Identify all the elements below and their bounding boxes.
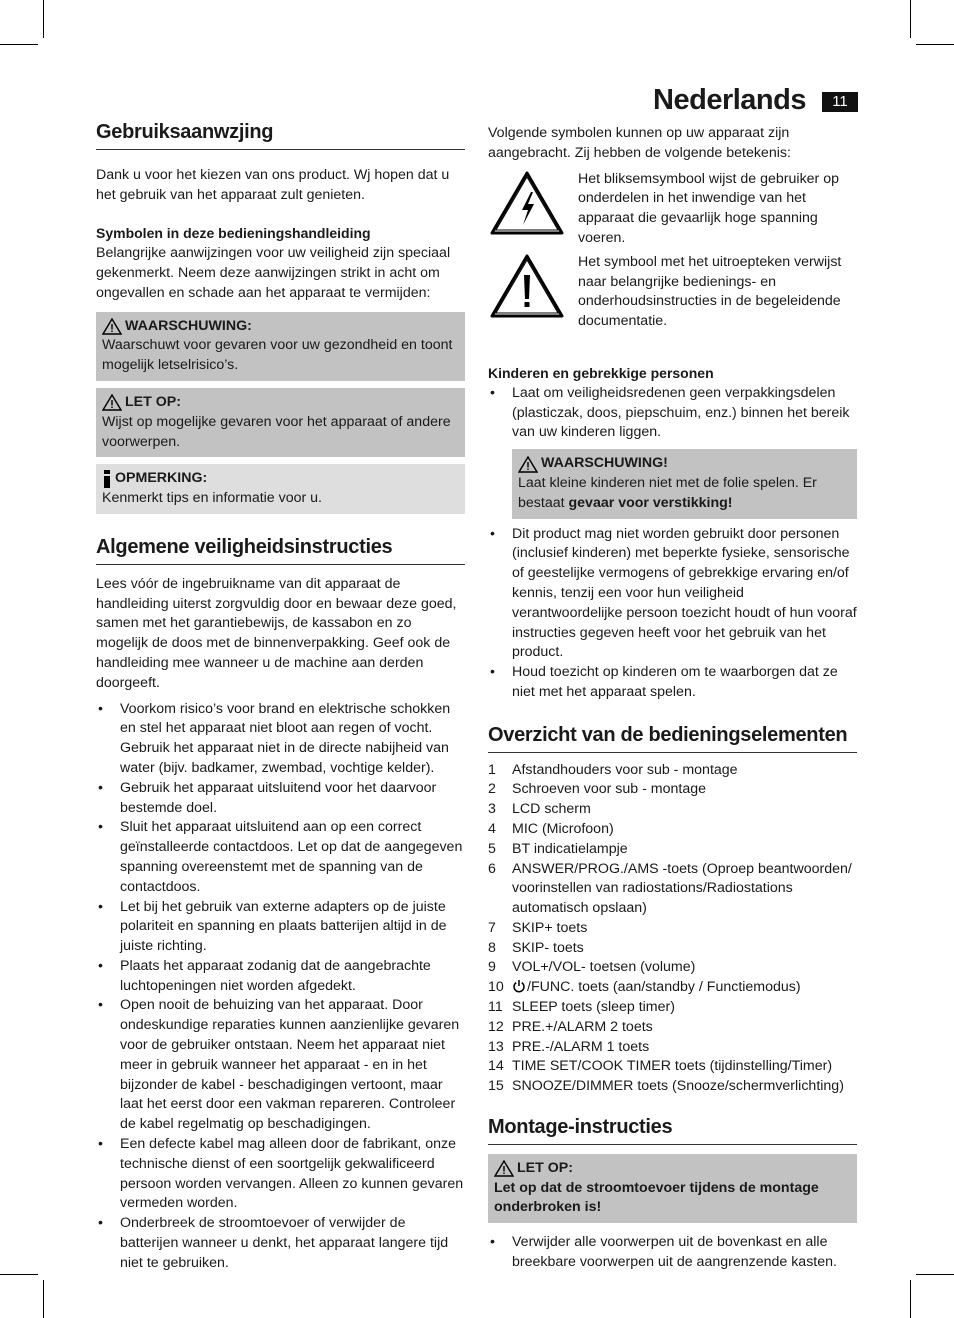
caution-text: Wijst op mogelijke gevaren voor het apparaat of andere voorwerpen. [102,413,451,450]
crop-mark [0,1274,38,1275]
control-item [488,780,857,800]
control-item [488,958,857,978]
item-number: 3 [488,801,496,818]
control-item [488,1018,857,1038]
safety-bullets [96,700,465,1274]
crop-mark [916,1274,954,1275]
caution-title: LET OP: [517,1159,573,1176]
note-box [96,464,465,514]
crop-mark [0,44,38,45]
control-item [488,800,857,820]
item-number: 14 [488,1058,504,1075]
list-item: • Sluit het apparaat uitsluitend aan op een correct geïnstalleerde contactdoos. Let op dat de aangegeven spanning overeenstemt met de spanning van de contactdoos. [96,818,465,897]
item-text: SNOOZE/DIMMER toets (Snooze/schermverlichting) [512,1078,844,1095]
safety-intro: Lees vóór de ingebruikname van dit apparaat de handleiding uiterst zorgvuldig door en bewaar deze goed, samen met het garantiebewijs, de kassabon en zo mogelijk de doos met de binnenverpakking. Geef ook de handleiding mee wanneer u de machine aan derden doorgeeft. [96,575,457,691]
item-number: 15 [488,1078,504,1095]
item-text: SKIP- toets [512,939,584,956]
caution-triangle-icon [494,1160,514,1177]
note-text: Kenmerkt tips en informatie voor u. [102,490,323,507]
control-item [488,978,857,998]
control-item [488,860,857,919]
item-text: PRE.-/ALARM 1 toets [512,1038,650,1055]
lightning-warning-icon [489,170,565,236]
right-column [488,124,857,1273]
power-icon [512,979,526,993]
item-number: 5 [488,840,496,857]
lightning-text: Het bliksemsymbool wijst de gebruiker op onderdelen in het inwendige van het apparaat die gevaarlijk hoge spanning voeren. [578,170,840,246]
list-item: • Laat om veiligheidsredenen geen verpakkingsdelen (plasticzak, doos, piepschuim, enz.) binnen het bereik van uw kinderen liggen. [488,384,857,443]
item-text: Afstandhouders voor sub - montage [512,761,738,778]
item-text: PRE.+/ALARM 2 toets [512,1018,653,1035]
item-number: 8 [488,939,496,956]
warning-text [518,474,851,514]
item-number: 9 [488,959,496,976]
item-number: 11 [488,999,503,1016]
list-item: • Onderbreek de stroomtoevoer of verwijder de batterijen wanneer u denkt, het apparaat langere tijd niet te gebruiken. [96,1214,465,1273]
item-text: SKIP+ toets [512,919,588,936]
list-item: • Houd toezicht op kinderen om te waarborgen dat ze niet met het apparaat spelen. [488,663,857,703]
crop-mark [43,1280,44,1318]
control-item [488,919,857,939]
control-item [488,998,857,1018]
page-language-title: Nederlands [653,84,806,116]
warning-triangle-icon [102,318,122,335]
caution-triangle-icon [102,394,122,411]
caution-box [96,388,465,457]
list-item: • Verwijder alle voorwerpen uit de bovenkast en alle breekbare voorwerpen uit de aangrenzende kasten. [488,1233,857,1273]
item-number: 6 [488,860,496,877]
children-warning-box [512,449,857,518]
control-item [488,761,857,781]
item-number: 10 [488,979,504,996]
warning-triangle-icon [518,456,538,473]
intro-text: Dank u voor het kiezen van ons product. Wj hopen dat u het gebruik van het apparaat zult genieten. [96,166,450,203]
children-bullets-2 [488,525,857,703]
exclamation-symbol-row [488,253,857,332]
control-item [488,820,857,840]
item-text: BT indicatielampje [512,840,628,857]
control-item [488,939,857,959]
item-number: 13 [488,1038,504,1055]
item-text: /FUNC. toets (aan/standby / Functiemodus) [527,979,801,996]
warning-text-bold: gevaar voor verstikking! [568,494,733,511]
list-item: • Een defecte kabel mag alleen door de fabrikant, onze technische dienst of een soortgelijk gekwalificeerd persoon worden vervangen. Alleen zo kunnen gevaren vermeden worden. [96,1135,465,1214]
warning-text-plain: Laat kleine kinderen niet met de folie spelen. Er bestaat [518,474,817,511]
warning-box [96,312,465,381]
crop-mark [916,44,954,45]
item-text: LCD scherm [512,801,591,818]
crop-mark [910,1280,911,1318]
control-item [488,1038,857,1058]
info-icon [102,470,112,488]
list-item: • Dit product mag niet worden gebruikt door personen (inclusief kinderen) met beperkte fysieke, sensorische of geestelijke vermogens of gebrekkige ervaring en/of kennis, tenzij een voor hun veiligheid verantwoordelijke persoon toezicht houdt of hun vooraf instructies gegeven heeft voor het gebruik van het product. [488,525,857,664]
item-text: VOL+/VOL- toetsen (volume) [512,959,696,976]
warning-text: Waarschuwt voor gevaren voor uw gezondheid en toont mogelijk letselrisico’s. [102,337,453,374]
lightning-symbol-row [488,170,857,249]
crop-mark [910,0,911,38]
list-item: • Let bij het gebruik van externe adapters op de juiste polariteit en spanning en plaats batterijen altijd in de juiste richting. [96,898,465,957]
section-title-mounting: Montage-instructies [488,1118,857,1145]
section-title-safety: Algemene veiligheidsinstructies [96,538,465,565]
item-number: 2 [488,781,496,798]
note-title: OPMERKING: [115,470,208,487]
crop-mark [43,0,44,38]
item-number: 1 [488,761,496,778]
item-number: 12 [488,1018,504,1035]
children-bullets-1 [488,384,857,443]
item-text: MIC (Microfoon) [512,820,614,837]
item-text: TIME SET/COOK TIMER toets (tijdinstelling/Timer) [512,1058,833,1075]
control-item [488,1057,857,1077]
section-title-usage: Gebruiksaanwzjing [96,123,465,150]
warning-title: WAARSCHUWING! [541,455,668,472]
exclamation-text: Het symbool met het uitroepteken verwijst naar belangrijke bedienings- en onderhoudsinstructies in de begeleidende documentatie. [578,253,842,330]
symbols-text: Belangrijke aanwijzingen voor uw veiligheid zijn speciaal gekenmerkt. Neem deze aanwijzingen strikt in acht om ongevallen en schade aan het apparaat te vermijden: [96,245,451,301]
list-item: • Voorkom risico’s voor brand en elektrische schokken en stel het apparaat niet bloot aan regen of vocht. Gebruik het apparaat niet in de directe nabijheid van water (bijv. badkamer, zwembad, vochtige kelder). [96,700,465,779]
symbols-intro: Volgende symbolen kunnen op uw apparaat zijn aangebracht. Zij hebben de volgende betekenis: [488,125,791,161]
list-item: • Open nooit de behuizing van het apparaat. Door ondeskundige reparaties kunnen aanzienlijke gevaren voor de gebruiker ontstaan. Neem het apparaat niet meer in gebruik wanneer het apparaat - en in het bijzonder de kabel - beschadigingen vertoont, maar laat het eerst door een vakman repareren. Controleer de kabel regelmatig op beschadigingen. [96,996,465,1135]
caution-text: Let op dat de stroomtoevoer tijdens de montage onderbroken is! [494,1179,819,1216]
item-text: SLEEP toets (sleep timer) [512,999,675,1016]
list-item: • Gebruik het apparaat uitsluitend voor het daarvoor bestemde doel. [96,779,465,819]
caution-title: LET OP: [125,393,181,410]
control-item [488,1077,857,1097]
left-column [96,123,465,1274]
item-number: 7 [488,919,496,936]
controls-list [488,761,857,1098]
warning-title: WAARSCHUWING: [125,317,252,334]
item-text: Schroeven voor sub - montage [512,781,707,798]
children-heading: Kinderen en gebrekkige personen [488,364,714,381]
exclamation-warning-icon [489,253,565,319]
mounting-caution-box [488,1154,857,1223]
page-number: 11 [822,92,858,112]
symbols-heading: Symbolen in deze bedieningshandleiding [96,225,371,242]
item-number: 4 [488,820,496,837]
list-item: • Plaats het apparaat zodanig dat de aangebrachte luchtopeningen niet worden afgedekt. [96,957,465,997]
control-item [488,840,857,860]
item-text: ANSWER/PROG./AMS -toets (Oproep beantwoorden/ voorinstellen van radiostations/Radiostations automatisch opslaan) [512,860,852,917]
mounting-bullets [488,1233,857,1273]
section-title-controls: Overzicht van de bedieningselementen [488,726,857,753]
